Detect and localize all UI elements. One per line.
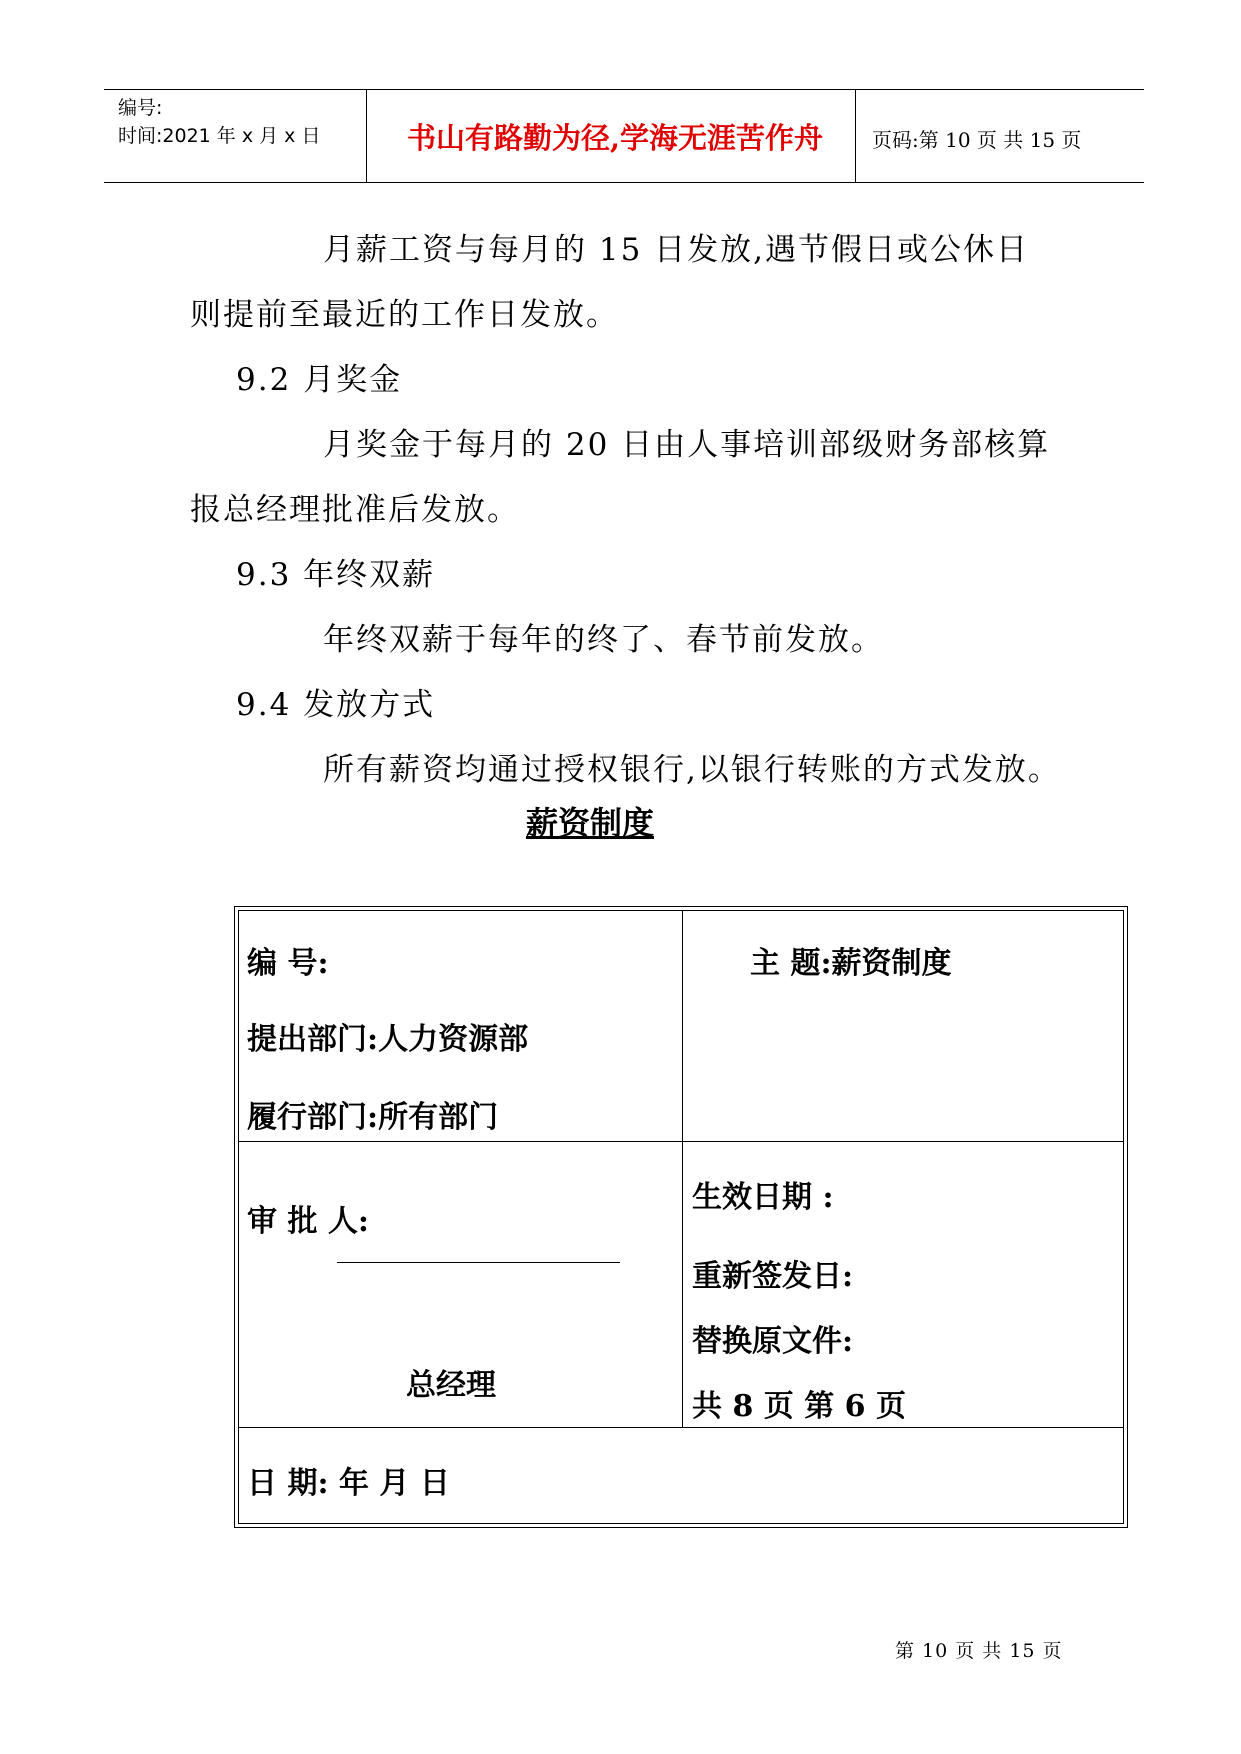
- heading-9-2: 9.2 月奖金: [236, 362, 403, 398]
- form-subject: 主 题:薪资制度: [750, 946, 952, 981]
- form-executor: 履行部门:所有部门: [247, 1100, 499, 1135]
- header-number-label: 编号:: [118, 97, 163, 119]
- header-motto: 书山有路勤为径,学海无涯苦作舟: [406, 121, 824, 155]
- paragraph-salary-line2: 则提前至最近的工作日发放。: [190, 297, 619, 333]
- paragraph-bonus-line2: 报总经理批准后发放。: [190, 492, 520, 528]
- form-effective-date: 生效日期 :: [692, 1180, 834, 1215]
- form-number: 编 号:: [247, 946, 329, 981]
- form-general-manager: 总经理: [406, 1368, 496, 1403]
- header-top-rule: [104, 89, 1144, 90]
- table-row-divider-2: [239, 1427, 1123, 1428]
- heading-9-4: 9.4 发放方式: [236, 687, 436, 723]
- form-table-inner-border: [238, 910, 1124, 1524]
- form-pages: 共 8 页 第 6 页: [692, 1389, 906, 1424]
- table-row-divider-1: [239, 1141, 1123, 1142]
- table-column-divider: [682, 911, 683, 1427]
- footer-page-info: 第 10 页 共 15 页: [895, 1640, 1063, 1662]
- heading-9-3: 9.3 年终双薪: [236, 557, 436, 593]
- paragraph-payment-method: 所有薪资均通过授权银行,以银行转账的方式发放。: [323, 752, 1061, 788]
- form-approver: 审 批 人:: [247, 1204, 369, 1239]
- form-proposer: 提出部门:人力资源部: [247, 1022, 529, 1057]
- paragraph-double-salary: 年终双薪于每年的终了、春节前发放。: [323, 622, 884, 658]
- header-bottom-rule: [104, 182, 1144, 183]
- signature-line: [337, 1262, 620, 1263]
- document-title: 薪资制度: [525, 804, 654, 842]
- header-time-label: 时间:2021 年 x 月 x 日: [118, 125, 321, 147]
- form-replace-doc: 替换原文件:: [692, 1324, 854, 1359]
- header-divider-left: [366, 90, 367, 183]
- form-date-row: 日 期: 年 月 日: [247, 1466, 450, 1501]
- paragraph-salary-line1: 月薪工资与每月的 15 日发放,遇节假日或公休日: [323, 232, 1030, 268]
- header-page-code: 页码:第 10 页 共 15 页: [872, 128, 1082, 152]
- paragraph-bonus-line1: 月奖金于每月的 20 日由人事培训部级财务部核算: [323, 427, 1051, 463]
- form-reissue-date: 重新签发日:: [692, 1259, 854, 1294]
